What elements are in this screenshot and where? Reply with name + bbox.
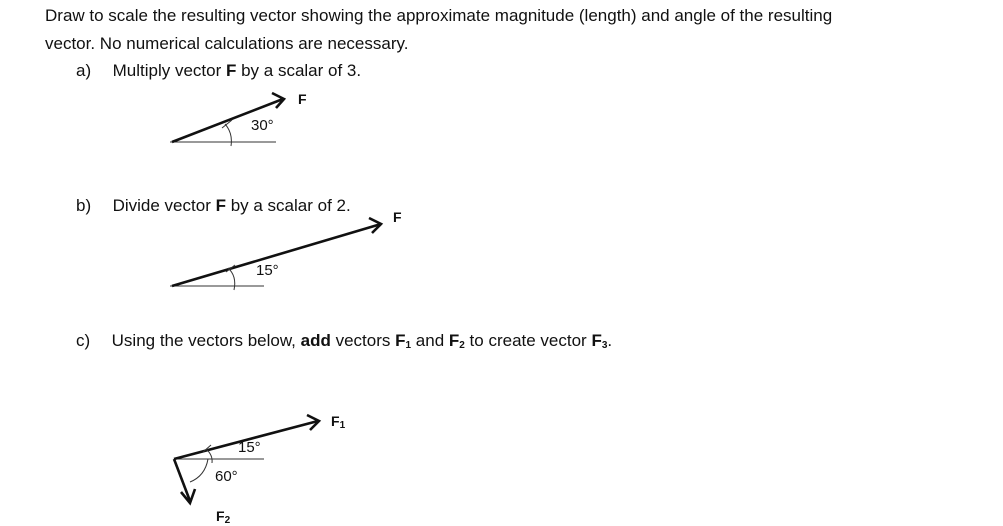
part-c-v2: $F_2$ [448, 331, 465, 351]
part-c-v3: $F_3$ [591, 331, 608, 351]
part-c-text-middle-3: to create vector [464, 331, 592, 350]
part-c-f1-label: $F_1$ [331, 413, 346, 431]
part-c-text-before: Using the vectors below, [111, 331, 301, 350]
part-a-angle-label: 30° [251, 117, 274, 134]
part-b-marker: b) [76, 196, 92, 215]
instruction-line-2: vector. No numerical calculations are necessary. [45, 34, 409, 53]
instruction-line-1: Draw to scale the resulting vector showing the approximate magnitude (length) and angle of the resulting [45, 6, 833, 25]
part-b-vector-label: F [393, 209, 402, 225]
part-b-angle-arc [228, 268, 235, 290]
part-a-text-after: by a scalar of 3. [236, 61, 362, 80]
part-c-marker: c) [76, 331, 91, 350]
part-c-diagram [174, 415, 319, 503]
part-c-text-middle-1: vectors [330, 331, 396, 350]
part-c-v1: $F_1$ [395, 331, 412, 351]
part-a-vector-label: F [298, 91, 307, 107]
part-a-vector: F [225, 61, 237, 80]
part-b-text-after: by a scalar of 2. [225, 196, 351, 215]
part-b-diagram [170, 218, 381, 290]
part-c-text-end: . [607, 331, 613, 350]
part-a-text-before: Multiply vector [112, 61, 226, 80]
part-a-angle-arc [225, 124, 231, 146]
part-a-marker: a) [76, 61, 92, 80]
part-c-f2-label: $F_2$ [216, 508, 231, 526]
part-c-60-angle-label: 60° [215, 468, 238, 485]
part-b-vector: F [215, 196, 226, 215]
part-c-15-angle-label: 15° [238, 439, 261, 456]
part-c-60-arc [190, 459, 208, 482]
part-c-emphasis: add [300, 331, 331, 350]
part-b-angle-label: 15° [256, 262, 279, 279]
part-c-text-middle-2: and [411, 331, 449, 350]
part-b-text-before: Divide vector [112, 196, 216, 215]
